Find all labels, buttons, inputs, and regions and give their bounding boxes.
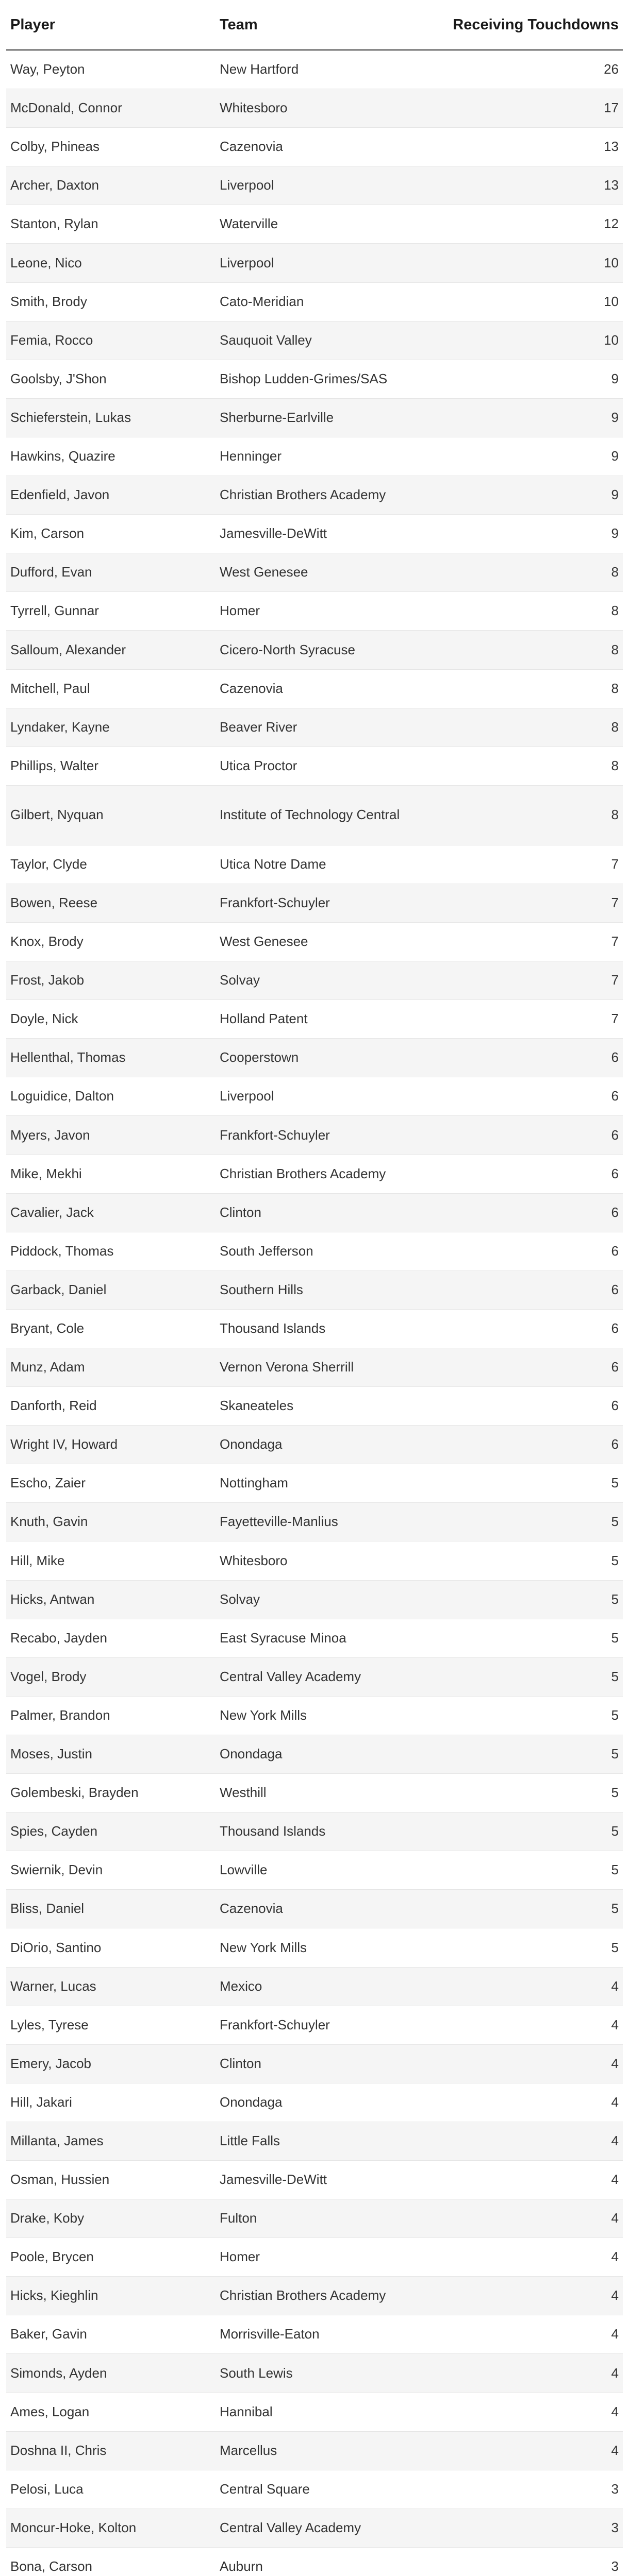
table-row (6, 1580, 623, 1619)
receiving-touchdowns-cell: 6 (432, 1077, 623, 1116)
player-cell: Hill, Jakari (6, 2083, 216, 2122)
team-cell: Henninger (216, 437, 432, 476)
table-row (6, 1735, 623, 1773)
team-cell: Auburn (216, 2547, 432, 2576)
team-cell: Frankfort-Schuyler (216, 1116, 432, 1155)
team-cell: Beaver River (216, 708, 432, 747)
team-cell: Central Square (216, 2470, 432, 2509)
receiving-touchdowns-cell: 4 (432, 1967, 623, 2006)
table-row (6, 398, 623, 437)
team-cell: Cazenovia (216, 1890, 432, 1928)
player-cell: Leone, Nico (6, 244, 216, 282)
player-cell: Osman, Hussien (6, 2160, 216, 2199)
table-row (6, 2354, 623, 2393)
player-cell: Simonds, Ayden (6, 2354, 216, 2393)
player-cell: Femia, Rocco (6, 321, 216, 360)
table-row (6, 2199, 623, 2238)
table-row (6, 2160, 623, 2199)
table-row (6, 1077, 623, 1116)
receiving-touchdowns-cell: 17 (432, 89, 623, 128)
player-cell: Doshna II, Chris (6, 2431, 216, 2470)
table-row (6, 360, 623, 398)
team-cell: Solvay (216, 961, 432, 1000)
table-row (6, 2509, 623, 2547)
table-row (6, 553, 623, 592)
team-cell: Frankfort-Schuyler (216, 2006, 432, 2044)
player-cell: Drake, Koby (6, 2199, 216, 2238)
team-cell: Waterville (216, 205, 432, 244)
player-cell: Phillips, Walter (6, 747, 216, 785)
team-cell: Jamesville-DeWitt (216, 2160, 432, 2199)
table-row (6, 1619, 623, 1657)
table-row (6, 961, 623, 1000)
receiving-touchdowns-cell: 6 (432, 1270, 623, 1309)
player-cell: Archer, Daxton (6, 166, 216, 205)
team-cell: Fayetteville-Manlius (216, 1503, 432, 1541)
team-cell: New York Mills (216, 1696, 432, 1735)
receiving-touchdowns-cell: 9 (432, 360, 623, 398)
player-cell: Hicks, Kieghlin (6, 2277, 216, 2315)
receiving-touchdowns-cell: 6 (432, 1155, 623, 1193)
player-cell: Knox, Brody (6, 922, 216, 961)
team-cell: Cato-Meridian (216, 282, 432, 321)
player-cell: Recabo, Jayden (6, 1619, 216, 1657)
receiving-touchdowns-cell: 4 (432, 2277, 623, 2315)
player-cell: Frost, Jakob (6, 961, 216, 1000)
receiving-touchdowns-cell: 5 (432, 1696, 623, 1735)
player-cell: Bliss, Daniel (6, 1890, 216, 1928)
table-row (6, 2044, 623, 2083)
receiving-touchdowns-table (6, 0, 623, 2576)
receiving-touchdowns-cell: 4 (432, 2006, 623, 2044)
team-cell: Christian Brothers Academy (216, 2277, 432, 2315)
team-cell: Cazenovia (216, 128, 432, 166)
team-cell: Lowville (216, 1851, 432, 1890)
team-cell: New York Mills (216, 1928, 432, 1967)
team-cell: Central Valley Academy (216, 2509, 432, 2547)
player-cell: Colby, Phineas (6, 128, 216, 166)
team-cell: Liverpool (216, 166, 432, 205)
table-row (6, 592, 623, 631)
table-row (6, 2083, 623, 2122)
table-row (6, 1812, 623, 1851)
table-row (6, 1541, 623, 1580)
receiving-touchdowns-cell: 6 (432, 1232, 623, 1270)
receiving-touchdowns-cell: 6 (432, 1116, 623, 1155)
table-row (6, 2470, 623, 2509)
player-cell: Knuth, Gavin (6, 1503, 216, 1541)
header-row (6, 0, 623, 50)
receiving-touchdowns-cell: 6 (432, 1426, 623, 1464)
receiving-touchdowns-cell: 5 (432, 1464, 623, 1503)
team-cell: Westhill (216, 1774, 432, 1812)
team-cell: Christian Brothers Academy (216, 476, 432, 515)
column-header-player[interactable]: Player (6, 0, 216, 50)
receiving-touchdowns-cell: 6 (432, 1193, 623, 1232)
player-cell: Mike, Mekhi (6, 1155, 216, 1193)
team-cell: West Genesee (216, 553, 432, 592)
receiving-touchdowns-cell: 13 (432, 166, 623, 205)
player-cell: Loguidice, Dalton (6, 1077, 216, 1116)
table-row (6, 2393, 623, 2431)
receiving-touchdowns-cell: 4 (432, 2044, 623, 2083)
team-cell: Central Valley Academy (216, 1657, 432, 1696)
table-row (6, 1657, 623, 1696)
receiving-touchdowns-cell: 7 (432, 884, 623, 922)
table-row (6, 1000, 623, 1039)
team-cell: Frankfort-Schuyler (216, 884, 432, 922)
team-cell: East Syracuse Minoa (216, 1619, 432, 1657)
team-cell: Bishop Ludden-Grimes/SAS (216, 360, 432, 398)
team-cell: Clinton (216, 1193, 432, 1232)
player-cell: Bowen, Reese (6, 884, 216, 922)
player-cell: Poole, Brycen (6, 2238, 216, 2277)
receiving-touchdowns-cell: 4 (432, 2315, 623, 2354)
player-cell: Lyndaker, Kayne (6, 708, 216, 747)
team-cell: Marcellus (216, 2431, 432, 2470)
receiving-touchdowns-cell: 8 (432, 708, 623, 747)
team-cell: Thousand Islands (216, 1309, 432, 1348)
player-cell: Pelosi, Luca (6, 2470, 216, 2509)
team-cell: West Genesee (216, 922, 432, 961)
table-row (6, 922, 623, 961)
table-row (6, 1890, 623, 1928)
player-cell: Garback, Daniel (6, 1270, 216, 1309)
receiving-touchdowns-cell: 13 (432, 128, 623, 166)
table-row (6, 669, 623, 708)
receiving-touchdowns-cell: 8 (432, 669, 623, 708)
player-cell: Cavalier, Jack (6, 1193, 216, 1232)
player-cell: Millanta, James (6, 2122, 216, 2160)
receiving-touchdowns-cell: 3 (432, 2470, 623, 2509)
team-cell: Onondaga (216, 2083, 432, 2122)
team-cell: Cicero-North Syracuse (216, 631, 432, 669)
receiving-touchdowns-cell: 5 (432, 1851, 623, 1890)
team-cell: Clinton (216, 2044, 432, 2083)
team-cell: New Hartford (216, 50, 432, 89)
player-cell: Spies, Cayden (6, 1812, 216, 1851)
table-row (6, 631, 623, 669)
receiving-touchdowns-cell: 4 (432, 2393, 623, 2431)
receiving-touchdowns-cell: 5 (432, 1890, 623, 1928)
table-body (6, 50, 623, 2576)
player-cell: Lyles, Tyrese (6, 2006, 216, 2044)
receiving-touchdowns-cell: 4 (432, 2431, 623, 2470)
table-row (6, 166, 623, 205)
receiving-touchdowns-cell: 3 (432, 2509, 623, 2547)
table-row (6, 437, 623, 476)
receiving-touchdowns-cell: 7 (432, 1000, 623, 1039)
receiving-touchdowns-cell: 6 (432, 1039, 623, 1077)
player-cell: Moncur-Hoke, Kolton (6, 2509, 216, 2547)
receiving-touchdowns-cell: 7 (432, 961, 623, 1000)
player-cell: Myers, Javon (6, 1116, 216, 1155)
receiving-touchdowns-cell: 5 (432, 1619, 623, 1657)
team-cell: Cooperstown (216, 1039, 432, 1077)
team-cell: Solvay (216, 1580, 432, 1619)
receiving-touchdowns-cell: 5 (432, 1812, 623, 1851)
table-row (6, 2006, 623, 2044)
team-cell: Sauquoit Valley (216, 321, 432, 360)
team-cell: Institute of Technology Central (216, 785, 432, 845)
player-cell: Ames, Logan (6, 2393, 216, 2431)
table-row (6, 785, 623, 845)
team-cell: Onondaga (216, 1735, 432, 1773)
player-cell: Baker, Gavin (6, 2315, 216, 2354)
team-cell: Christian Brothers Academy (216, 1155, 432, 1193)
table-row (6, 476, 623, 515)
receiving-touchdowns-cell: 10 (432, 282, 623, 321)
table-row (6, 2431, 623, 2470)
table-row (6, 321, 623, 360)
receiving-touchdowns-cell: 4 (432, 2354, 623, 2393)
table-row (6, 708, 623, 747)
column-header-team[interactable]: Team (216, 0, 432, 50)
receiving-touchdowns-cell: 9 (432, 515, 623, 553)
team-cell: Homer (216, 2238, 432, 2277)
team-cell: Mexico (216, 1967, 432, 2006)
table-row (6, 1348, 623, 1387)
receiving-touchdowns-cell: 26 (432, 50, 623, 89)
player-cell: Hellenthal, Thomas (6, 1039, 216, 1077)
player-cell: Goolsby, J'Shon (6, 360, 216, 398)
table-row (6, 1155, 623, 1193)
table-row (6, 747, 623, 785)
team-cell: Thousand Islands (216, 1812, 432, 1851)
table-row (6, 1426, 623, 1464)
receiving-touchdowns-cell: 4 (432, 2199, 623, 2238)
receiving-touchdowns-cell: 12 (432, 205, 623, 244)
table-row (6, 1193, 623, 1232)
team-cell: Holland Patent (216, 1000, 432, 1039)
receiving-touchdowns-cell: 6 (432, 1309, 623, 1348)
team-cell: Hannibal (216, 2393, 432, 2431)
table-row (6, 884, 623, 922)
table-row (6, 128, 623, 166)
receiving-touchdowns-cell: 10 (432, 321, 623, 360)
player-cell: Bryant, Cole (6, 1309, 216, 1348)
player-cell: Hill, Mike (6, 1541, 216, 1580)
team-cell: Little Falls (216, 2122, 432, 2160)
player-cell: Kim, Carson (6, 515, 216, 553)
receiving-touchdowns-cell: 4 (432, 2122, 623, 2160)
receiving-touchdowns-cell: 5 (432, 1774, 623, 1812)
receiving-touchdowns-cell: 5 (432, 1541, 623, 1580)
table-row (6, 845, 623, 884)
table-row (6, 1503, 623, 1541)
table-row (6, 2277, 623, 2315)
receiving-touchdowns-cell: 8 (432, 747, 623, 785)
receiving-touchdowns-cell: 5 (432, 1580, 623, 1619)
table-row (6, 89, 623, 128)
player-cell: Vogel, Brody (6, 1657, 216, 1696)
table-row (6, 50, 623, 89)
team-cell: South Lewis (216, 2354, 432, 2393)
receiving-touchdowns-cell: 6 (432, 1348, 623, 1387)
table-row (6, 1464, 623, 1503)
receiving-touchdowns-cell: 9 (432, 437, 623, 476)
team-cell: Whitesboro (216, 1541, 432, 1580)
table-row (6, 244, 623, 282)
receiving-touchdowns-cell: 8 (432, 553, 623, 592)
receiving-touchdowns-cell: 5 (432, 1928, 623, 1967)
team-cell: Jamesville-DeWitt (216, 515, 432, 553)
receiving-touchdowns-cell: 8 (432, 592, 623, 631)
receiving-touchdowns-cell: 9 (432, 476, 623, 515)
player-cell: Doyle, Nick (6, 1000, 216, 1039)
receiving-touchdowns-cell: 6 (432, 1387, 623, 1426)
table-container (6, 0, 623, 2576)
player-cell: Gilbert, Nyquan (6, 785, 216, 845)
team-cell: Liverpool (216, 244, 432, 282)
player-cell: Edenfield, Javon (6, 476, 216, 515)
team-cell: Skaneateles (216, 1387, 432, 1426)
player-cell: Salloum, Alexander (6, 631, 216, 669)
player-cell: Munz, Adam (6, 1348, 216, 1387)
receiving-touchdowns-cell: 5 (432, 1503, 623, 1541)
player-cell: McDonald, Connor (6, 89, 216, 128)
table-row (6, 1851, 623, 1890)
player-cell: DiOrio, Santino (6, 1928, 216, 1967)
player-cell: Escho, Zaier (6, 1464, 216, 1503)
player-cell: Golembeski, Brayden (6, 1774, 216, 1812)
team-cell: Onondaga (216, 1426, 432, 1464)
player-cell: Mitchell, Paul (6, 669, 216, 708)
receiving-touchdowns-cell: 4 (432, 2083, 623, 2122)
team-cell: South Jefferson (216, 1232, 432, 1270)
player-cell: Palmer, Brandon (6, 1696, 216, 1735)
player-cell: Smith, Brody (6, 282, 216, 321)
table-row (6, 1387, 623, 1426)
player-cell: Danforth, Reid (6, 1387, 216, 1426)
table-row (6, 2315, 623, 2354)
table-row (6, 205, 623, 244)
player-cell: Hicks, Antwan (6, 1580, 216, 1619)
table-row (6, 1116, 623, 1155)
player-cell: Stanton, Rylan (6, 205, 216, 244)
team-cell: Homer (216, 592, 432, 631)
table-row (6, 515, 623, 553)
table-row (6, 1967, 623, 2006)
team-cell: Vernon Verona Sherrill (216, 1348, 432, 1387)
team-cell: Liverpool (216, 1077, 432, 1116)
table-row (6, 1696, 623, 1735)
player-cell: Dufford, Evan (6, 553, 216, 592)
receiving-touchdowns-cell: 4 (432, 2238, 623, 2277)
team-cell: Whitesboro (216, 89, 432, 128)
table-row (6, 1774, 623, 1812)
receiving-touchdowns-cell: 3 (432, 2547, 623, 2576)
team-cell: Southern Hills (216, 1270, 432, 1309)
column-header-receiving-touchdowns[interactable]: Receiving Touchdowns (432, 0, 623, 50)
player-cell: Piddock, Thomas (6, 1232, 216, 1270)
team-cell: Utica Notre Dame (216, 845, 432, 884)
player-cell: Moses, Justin (6, 1735, 216, 1773)
receiving-touchdowns-cell: 7 (432, 922, 623, 961)
team-cell: Sherburne-Earlville (216, 398, 432, 437)
table-row (6, 1039, 623, 1077)
player-cell: Schieferstein, Lukas (6, 398, 216, 437)
team-cell: Utica Proctor (216, 747, 432, 785)
receiving-touchdowns-cell: 10 (432, 244, 623, 282)
team-cell: Cazenovia (216, 669, 432, 708)
table-row (6, 282, 623, 321)
table-row (6, 1232, 623, 1270)
table-row (6, 1928, 623, 1967)
receiving-touchdowns-cell: 4 (432, 2160, 623, 2199)
player-cell: Hawkins, Quazire (6, 437, 216, 476)
player-cell: Way, Peyton (6, 50, 216, 89)
team-cell: Fulton (216, 2199, 432, 2238)
table-row (6, 2122, 623, 2160)
player-cell: Wright IV, Howard (6, 1426, 216, 1464)
table-row (6, 1270, 623, 1309)
table-header (6, 0, 623, 50)
receiving-touchdowns-cell: 8 (432, 631, 623, 669)
player-cell: Tyrrell, Gunnar (6, 592, 216, 631)
table-row (6, 1309, 623, 1348)
team-cell: Morrisville-Eaton (216, 2315, 432, 2354)
table-row (6, 2547, 623, 2576)
team-cell: Nottingham (216, 1464, 432, 1503)
player-cell: Bona, Carson (6, 2547, 216, 2576)
receiving-touchdowns-cell: 9 (432, 398, 623, 437)
receiving-touchdowns-cell: 5 (432, 1735, 623, 1773)
receiving-touchdowns-cell: 5 (432, 1657, 623, 1696)
player-cell: Warner, Lucas (6, 1967, 216, 2006)
player-cell: Swiernik, Devin (6, 1851, 216, 1890)
receiving-touchdowns-cell: 8 (432, 785, 623, 845)
receiving-touchdowns-cell: 7 (432, 845, 623, 884)
player-cell: Taylor, Clyde (6, 845, 216, 884)
table-row (6, 2238, 623, 2277)
player-cell: Emery, Jacob (6, 2044, 216, 2083)
